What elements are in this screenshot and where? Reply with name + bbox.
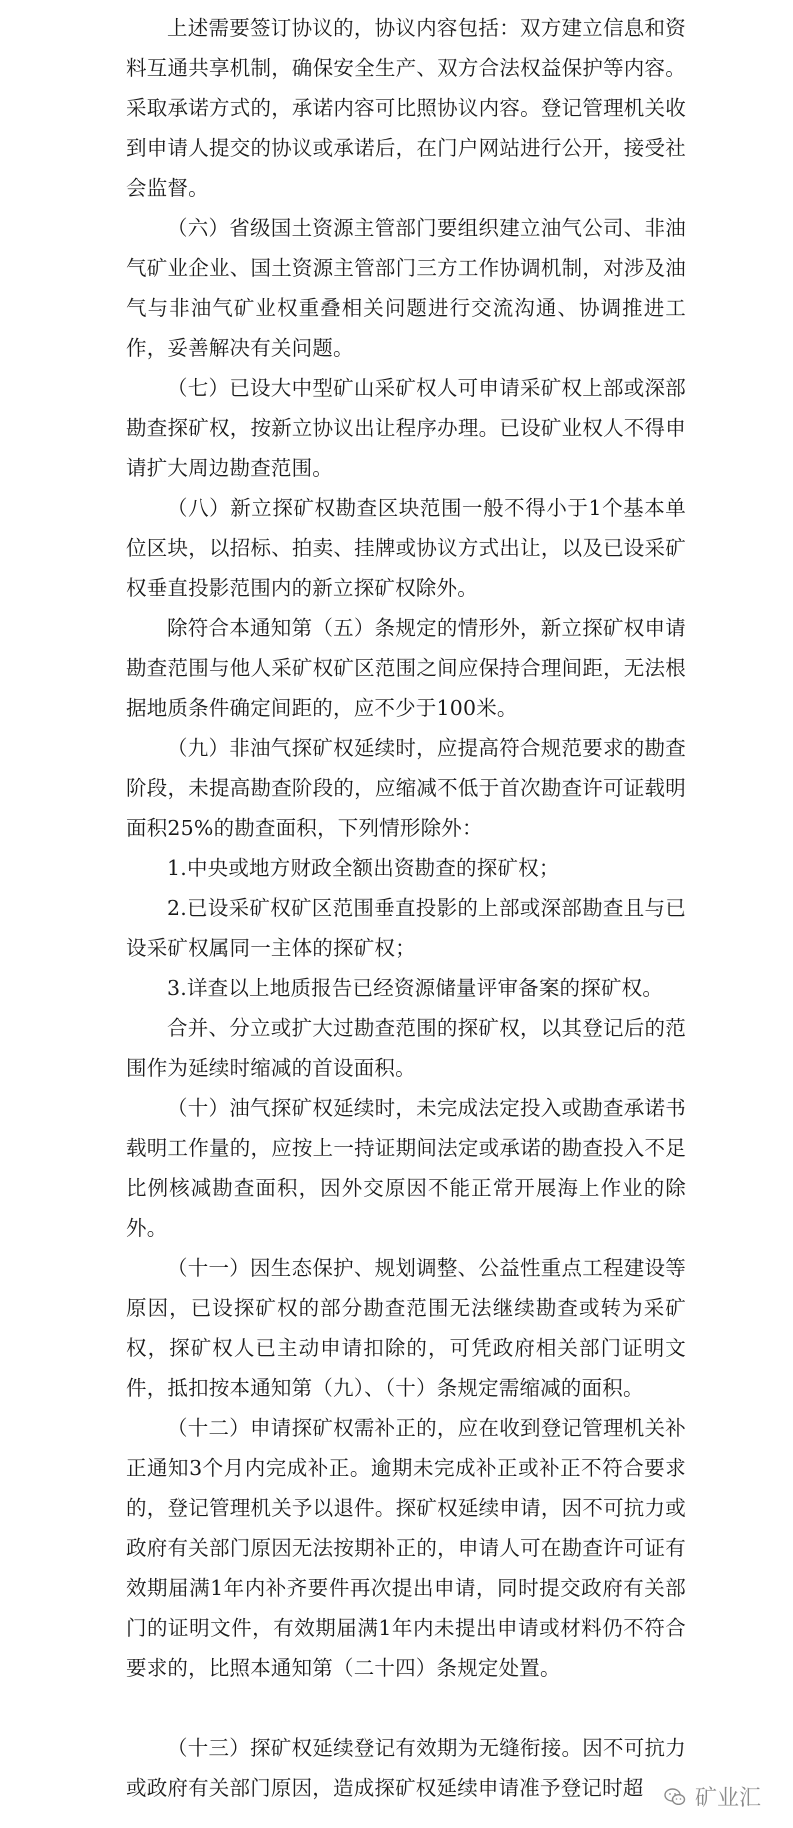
paragraph-agreement-content: 上述需要签订协议的，协议内容包括：双方建立信息和资料互通共享机制，确保安全生产、双方合法权益保护等内容。采取承诺方式的，承诺内容可比照协议内容。登记管理机关收到申请人提交的协议或承诺后，在门户网站进行公开，接受社会监督。 <box>126 16 686 200</box>
watermark-text: 矿业汇 <box>694 1786 761 1811</box>
list-item-exception-1: 1.中央或地方财政全额出资勘查的探矿权； <box>167 856 560 880</box>
paragraph-item-8: （八）新立探矿权勘查区块范围一般不得小于1个基本单位区块，以招标、拍卖、挂牌或协议方式出让，以及已设采矿权垂直投影范围内的新立探矿权除外。 <box>126 496 686 600</box>
list-item-exception-3: 3.详查以上地质报告已经资源储量评审备案的探矿权。 <box>167 976 664 1000</box>
paragraph-item-6: （六）省级国土资源主管部门要组织建立油气公司、非油气矿业企业、国土资源主管部门三方工作协调机制，对涉及油气与非油气矿业权重叠相关问题进行交流沟通、协调推进工作，妥善解决有关问题。 <box>126 216 686 360</box>
paragraph-item-7: （七）已设大中型矿山采矿权人可申请采矿权上部或深部勘查探矿权，按新立协议出让程序办理。已设矿业权人不得申请扩大周边勘查范围。 <box>126 376 686 480</box>
paragraph-spacing-rule: 除符合本通知第（五）条规定的情形外，新立探矿权申请勘查范围与他人采矿权矿区范围之间应保持合理间距，无法根据地质条件确定间距的，应不少于100米。 <box>126 616 686 720</box>
paragraph-item-12: （十二）申请探矿权需补正的，应在收到登记管理机关补正通知3个月内完成补正。逾期未完成补正或补正不符合要求的，登记管理机关予以退件。探矿权延续申请，因不可抗力或政府有关部门原因无法按期补正的，申请人可在勘查许可证有效期届满1年内补齐要件再次提出申请，同时提交政府有关部门的证明文件，有效期届满1年内未提出申请或材料仍不符合要求的，比照本通知第（二十四）条规定处置。 <box>126 1416 686 1680</box>
watermark <box>657 1779 767 1814</box>
paragraph-item-10: （十）油气探矿权延续时，未完成法定投入或勘查承诺书载明工作量的，应按上一持证期间法定或承诺的勘查投入不足比例核减勘查面积，因外交原因不能正常开展海上作业的除外。 <box>126 1096 686 1240</box>
paragraph-item-13: （十三）探矿权延续登记有效期为无缝衔接。因不可抗力或政府有关部门原因，造成探矿权延续申请准予登记时超 <box>126 1736 686 1800</box>
paragraph-merge-split: 合并、分立或扩大过勘查范围的探矿权，以其登记后的范围作为延续时缩减的首设面积。 <box>126 1016 686 1080</box>
paragraph-item-11: （十一）因生态保护、规划调整、公益性重点工程建设等原因，已设探矿权的部分勘查范围无法继续勘查或转为采矿权，探矿权人已主动申请扣除的，可凭政府相关部门证明文件，抵扣按本通知第（九）、（十）条规定需缩减的面积。 <box>126 1256 686 1400</box>
list-item-exception-2: 2.已设采矿权矿区范围垂直投影的上部或深部勘查且与已设采矿权属同一主体的探矿权； <box>126 896 686 960</box>
paragraph-item-9: （九）非油气探矿权延续时，应提高符合规范要求的勘查阶段，未提高勘查阶段的，应缩减不低于首次勘查许可证载明面积25%的勘查面积，下列情形除外： <box>126 736 686 840</box>
wechat-icon <box>663 1785 687 1809</box>
